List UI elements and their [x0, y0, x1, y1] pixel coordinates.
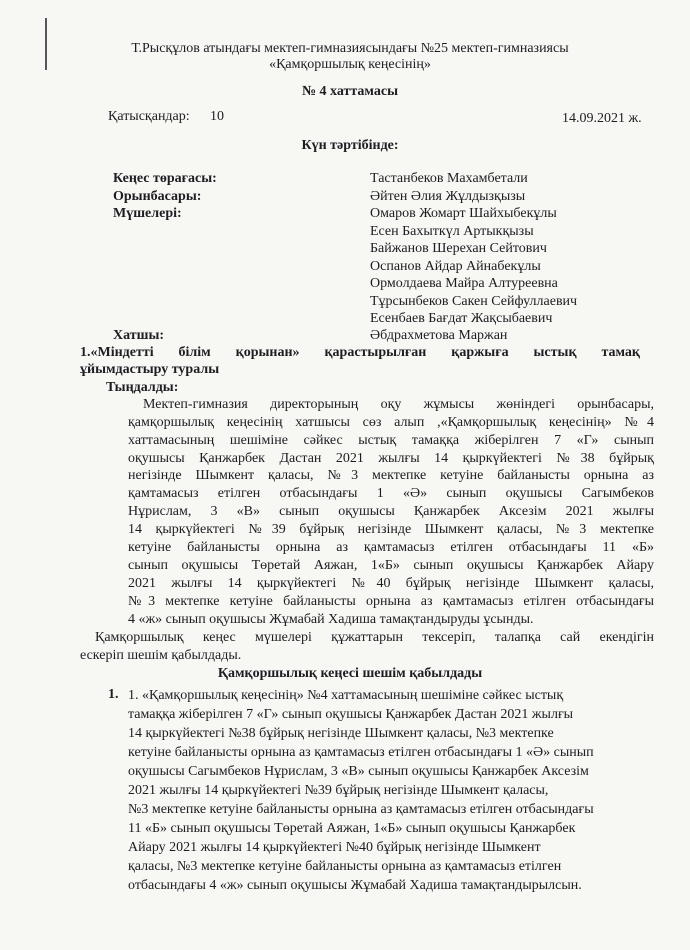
school-name-line1: Т.Рысқұлов атындағы мектеп-гимназиясындағы №25 мектеп-гимназиясы: [131, 41, 569, 56]
heard-text-line: қамтамасыз етілген отбасындағы 1 «Ә» сынып оқушысы Сагымбеков: [128, 486, 654, 501]
secretary-name: Әбдрахметова Маржан: [370, 328, 508, 343]
decision-text-line: №3 мектепке кетуіне байланысты орнына аз қамтамасыз етілген отбасындағы: [128, 802, 594, 817]
member-name: Ормолдаева Майра Алтуреевна: [370, 276, 558, 291]
member-name: Омаров Жомарт Шайхыбекұлы: [370, 206, 557, 221]
deputy-name: Әйтен Әлия Жұлдызқызы: [370, 189, 526, 204]
participants-label: Қатысқандар:: [108, 109, 190, 124]
decision-text-line: кетуіне байланысты орнына аз қамтамасыз етілген отбасындағы 1 «Ә» сынып: [128, 745, 594, 760]
heard-label: Тыңдалды:: [106, 380, 179, 395]
chair-name: Тастанбеков Махамбетали: [370, 171, 528, 186]
agenda-item-title-cont: ұйымдастыру туралы: [80, 362, 220, 377]
heard-text-line: №3 мектепке кетуіне байланысты орнына аз қамтамасыз етілген отбасындағы: [128, 594, 654, 609]
decision-text-line: 14 қыркүйектегі №38 бұйрық негізінде Шымкент қаласы, №3 мектепке: [128, 726, 554, 741]
member-name: Есенбаев Бағдат Жақсыбаевич: [370, 311, 553, 326]
decision-text-line: Айару 2021 жылғы 14 қыркүйектегі №40 бұйрық негізінде Шымкент: [128, 840, 541, 855]
member-name: Есен Бахыткүл Артыкқызы: [370, 224, 534, 239]
heard-text-line: қамқоршылық кеңесінің хатшысы сөз алып ,«Қамқоршылық кеңесінің» №4: [128, 415, 654, 430]
margin-mark: [45, 18, 47, 70]
member-name: Байжанов Шерехан Сейтович: [370, 241, 547, 256]
heard-text-line: оқушысы Қанжарбек Дастан 2021 жылғы 14 қыркүйектегі №38 бұйрық: [128, 451, 654, 466]
agenda-title: Күн тәртібінде:: [301, 138, 399, 153]
member-name: Тұрсынбеков Сакен Сейфуллаевич: [370, 294, 578, 309]
decision-text-line: оқушысы Сагымбеков Нұрислам, 3 «В» сынып оқушысы Қанжарбек Аксезім: [128, 764, 589, 779]
heard-text-line: 4 «ж» сынып оқушысы Жұмабай Хадиша тамақтандыруды ұсынды.: [128, 612, 534, 627]
secretary-label: Хатшы:: [113, 328, 165, 343]
decision-title: Қамқоршылық кеңесі шешім қабылдады: [217, 666, 483, 681]
review-text-line: ескеріп шешім қабылдады.: [80, 648, 242, 663]
participants-count: 10: [210, 109, 224, 124]
heard-text-line: Нұрислам, 3 «В» сынып оқушысы Қанжарбек Аксезім 2021 жылғы: [128, 504, 654, 519]
decision-text-line: отбасындағы 4 «ж» сынып оқушысы Жұмабай Хадиша тамақтандырылсын.: [128, 878, 582, 893]
deputy-label: Орынбасары:: [113, 189, 202, 204]
decision-text-line: 1. «Қамқоршылық кеңесінің» №4 хаттамасының шешіміне сәйкес ыстық: [128, 688, 564, 703]
school-name-line2: «Қамқоршылық кеңесінің»: [269, 57, 431, 72]
members-label: Мүшелері:: [113, 206, 182, 221]
member-name: Оспанов Айдар Айнабекұлы: [370, 259, 541, 274]
document-date: 14.09.2021 ж.: [562, 111, 642, 126]
heard-text-line: негізінде Шымкент қаласы, №3 мектепке кетуіне байланысты орнына аз: [128, 468, 654, 483]
protocol-title: № 4 хаттамасы: [301, 84, 399, 99]
agenda-item-title: 1.«Міндетті білім қорынан» қарастырылған қаржыға ыстық тамақ: [80, 345, 640, 360]
heard-text-line: 2021 жылғы 14 қыркүйектегі №40 бұйрық негізінде Шымкент қаласы,: [128, 576, 654, 591]
review-text-line: Қамқоршылық кеңес мүшелері құжаттарын тексеріп, талапқа сай екендігін: [95, 630, 654, 645]
chair-label: Кеңес төрағасы:: [113, 171, 217, 186]
decision-text-line: 2021 жылғы 14 қыркүйектегі №39 бұйрық негізінде Шымкент қаласы,: [128, 783, 549, 798]
heard-text-line: кетуіне байланысты орнына аз қамтамасыз етілген отбасындағы 11 «Б»: [128, 540, 654, 555]
heard-text-line: Мектеп-гимназия директорының оқу жұмысы жөніндегі орынбасары,: [143, 397, 654, 412]
decision-text-line: қаласы, №3 мектепке кетуіне байланысты орнына аз қамтамасыз етілген: [128, 859, 562, 874]
decision-text-line: 11 «Б» сынып оқушысы Төретай Аяжан, 1«Б» сынып оқушысы Қанжарбек: [128, 821, 576, 836]
decision-list-number: 1.: [108, 687, 119, 702]
decision-text-line: тамаққа жіберілген 7 «Г» сынып оқушысы Қанжарбек Дастан 2021 жылғы: [128, 707, 574, 722]
heard-text-line: хаттамасының шешіміне сәйкес ыстық тамаққа жіберілген 7 «Г» сынып: [128, 433, 654, 448]
heard-text-line: 14 қыркүйектегі №39 бұйрық негізінде Шымкент қаласы, №3 мектепке: [128, 522, 654, 537]
heard-text-line: сынып оқушысы Төретай Аяжан, 1«Б» сынып оқушысы Қанжарбек Айару: [128, 558, 654, 573]
